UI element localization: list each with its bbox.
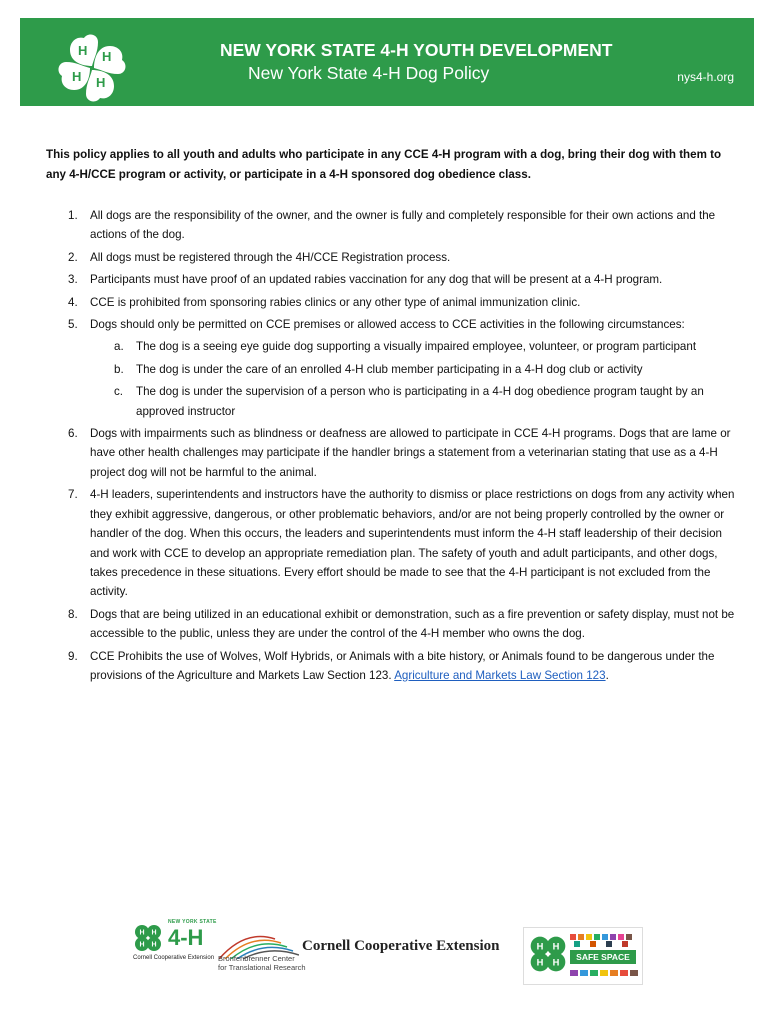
item-number: 9. [68, 649, 78, 663]
bronfenbrenner-name [218, 955, 306, 972]
agriculture-markets-law-link[interactable]: Agriculture and Markets Law Section 123 [394, 668, 606, 682]
four-h-clover-icon [52, 28, 132, 108]
svg-text:H: H [78, 43, 88, 58]
item-text: All dogs must be registered through the 4H/CCE Registration process. [90, 250, 451, 264]
four-h-clover-icon [528, 934, 568, 974]
item-number: 7. [68, 488, 78, 502]
svg-text:H: H [151, 941, 157, 949]
svg-text:H: H [102, 49, 112, 64]
sub-item-letter: c. [114, 385, 124, 399]
nys-4h-caption: Cornell Cooperative Extension [133, 955, 215, 961]
svg-text:H: H [552, 957, 560, 968]
svg-text:H: H [139, 941, 145, 949]
sub-item-text: The dog is a seeing eye guide dog supporting a visually impaired employee, volunteer, or program participant [136, 340, 697, 354]
svg-text:H: H [139, 929, 145, 937]
list-item [46, 315, 736, 421]
sub-item-letter: a. [114, 340, 124, 354]
rainbow-squares-decoration [570, 932, 638, 948]
item-text: Dogs should only be permitted on CCE premises or allowed access to CCE activities in the following circumstances: [90, 318, 685, 332]
item-text: Dogs with impairments such as blindness or deafness are allowed to participate in CCE 4-H programs. Dogs that are lame or have other health challenges may participate if the handler brings a statement from a veterinarian stating that use as a 4-H project dog will not be harmful to the animal. [90, 427, 731, 479]
item-text: All dogs are the responsibility of the owner, and the owner is fully and completely responsible for their own actions and the actions of the dog. [90, 209, 716, 242]
list-item [46, 485, 736, 601]
svg-text:H: H [536, 957, 544, 968]
item-text: Participants must have proof of an updated rabies vaccination for any dog that will be present at a 4-H program. [90, 273, 663, 287]
policy-intro: This policy applies to all youth and adults who participate in any CCE 4-H program with a dog, bring their dog with them to any 4-H/CCE program or activity, or participate in a 4-H sponsored dog obedience class. [46, 148, 722, 181]
svg-text:H: H [96, 75, 106, 90]
item-text: 4-H leaders, superintendents and instructors have the authority to dismiss or place restrictions on dogs from any activity when they exhibit aggressive, dangerous, or other problematic behaviors, and/or are not being properly controlled by the owner or handler of the dog. When this occurs, the leaders and superintendents must inform the 4-H staff leadership of their decision and work with CCE to develop an appropriate remediation plan. The safety of youth and adult participants, and other dogs, takes precedence in these situations. Every effort should be made to see that the 4-H participant is not excluded from the activity. [90, 488, 735, 599]
svg-text:H: H [552, 941, 560, 952]
bronfenbrenner-line2: for Translational Research [218, 962, 306, 972]
four-h-clover-icon [133, 923, 163, 953]
page-title: NEW YORK STATE 4-H YOUTH DEVELOPMENT [220, 40, 613, 60]
item-number: 2. [68, 250, 78, 264]
website-url: nys4-h.org [677, 70, 734, 84]
header-banner [20, 18, 754, 106]
list-item [46, 647, 736, 686]
rainbow-strip-decoration [570, 968, 638, 978]
sub-list-item [90, 360, 736, 379]
list-item [46, 605, 736, 644]
sub-item-text: The dog is under the supervision of a person who is participating in a 4-H dog obedience program taught by an approved instructor [136, 385, 704, 418]
item-number: 3. [68, 273, 78, 287]
list-item [46, 248, 736, 267]
sub-item-text: The dog is under the care of an enrolled 4-H club member participating in a 4-H dog club or activity [136, 362, 643, 376]
item-text: Dogs that are being utilized in an educational exhibit or demonstration, such as a fire prevention or safety display, must not be accessible to the public, unless they are under the control of the 4-H member who owns the dog. [90, 607, 735, 641]
sub-list [90, 337, 736, 421]
list-item [46, 206, 736, 245]
list-item [46, 424, 736, 482]
item-number: 1. [68, 209, 78, 222]
item-text: CCE Prohibits the use of Wolves, Wolf Hybrids, or Animals with a bite history, or Animals found to be dangerous under the provisions of the Agriculture and Markets Law Section 123. [90, 649, 715, 682]
item-number: 4. [68, 295, 78, 309]
svg-text:H: H [72, 69, 82, 84]
nys-4h-mark: 4-H [168, 925, 204, 950]
sub-item-letter: b. [114, 362, 124, 376]
list-item [46, 293, 736, 312]
item-text: CCE is prohibited from sponsoring rabies clinics or any other type of animal immunization clinic. [90, 295, 581, 309]
svg-text:H: H [151, 929, 157, 937]
item-number: 6. [68, 427, 78, 441]
svg-text:H: H [536, 941, 544, 952]
sub-list-item [90, 337, 736, 356]
item-text-end: . [605, 668, 609, 682]
bronfenbrenner-line1: Bronfenbrenner Center [218, 954, 295, 963]
footer-logos [0, 905, 770, 1005]
policy-list [46, 206, 736, 688]
cornell-cooperative-extension-logo: Cornell Cooperative Extension [302, 938, 500, 954]
nys-4h-state-label: NEW YORK STATE [168, 919, 217, 925]
safe-space-logo [523, 927, 643, 985]
page-subtitle: New York State 4-H Dog Policy [248, 63, 490, 83]
safe-space-label: SAFE SPACE [570, 950, 636, 964]
sub-list-item [90, 382, 736, 421]
list-item [46, 270, 736, 289]
item-number: 5. [68, 318, 78, 332]
item-number: 8. [68, 607, 78, 621]
